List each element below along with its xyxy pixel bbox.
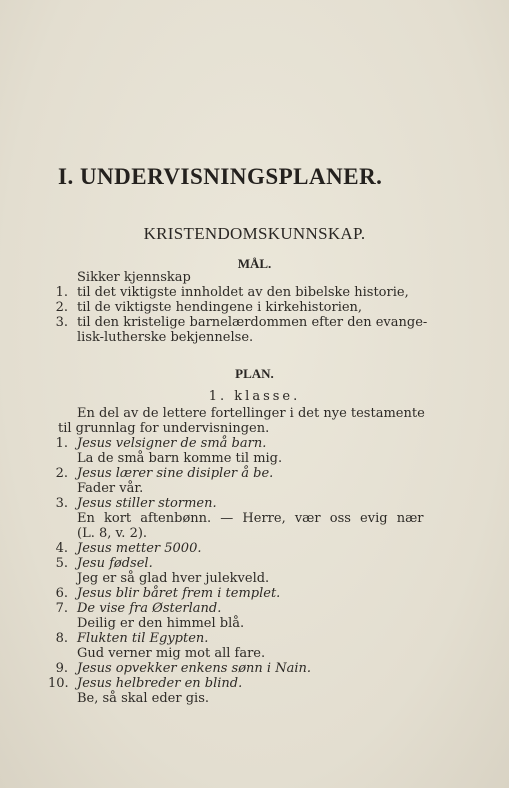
- plan-item-title: Jesus blir båret frem i templet.: [77, 586, 281, 601]
- maal-heading: MÅL.: [237, 256, 272, 271]
- plan-item-title: Jesus opvekker enkens sønn i Nain.: [77, 661, 311, 676]
- klasse-label: 1. klasse.: [208, 389, 301, 404]
- plan-item-title: De vise fra Østerland.: [77, 601, 222, 616]
- plan-item-num: 7.: [55, 601, 68, 616]
- plan-item-num: 2.: [55, 466, 68, 481]
- plan-item-num: 3.: [55, 496, 68, 511]
- maal-item-text: til de viktigste hendingene i kirkehistorien,: [77, 300, 363, 315]
- plan-item-title: Jesus stiller stormen.: [77, 496, 217, 511]
- section-heading: KRISTENDOMSKUNNSKAP.: [143, 224, 366, 243]
- plan-item-sub: Deilig er den himmel blå.: [77, 616, 245, 631]
- plan-item-title: Jesus velsigner de små barn.: [77, 436, 267, 451]
- plan-heading: PLAN.: [235, 366, 274, 381]
- plan-item-title: Jesus lærer sine disipler å be.: [77, 466, 274, 481]
- plan-item-title: Jesus metter 5000.: [77, 541, 202, 556]
- plan-item-num: 10.: [48, 676, 69, 691]
- plan-item-num: 8.: [55, 631, 68, 646]
- plan-intro-line: En del av de lettere fortellinger i det nye testamente: [77, 406, 425, 421]
- maal-intro: Sikker kjennskap: [77, 270, 191, 285]
- maal-continuation: lisk-lutherske bekjennelse.: [77, 330, 254, 345]
- maal-item-text: til den kristelige barnelærdommen efter den evange-: [77, 315, 428, 330]
- plan-item-num: 6.: [55, 586, 68, 601]
- plan-item-num: 9.: [55, 661, 68, 676]
- plan-item-title: Flukten til Egypten.: [77, 631, 209, 646]
- plan-item-num: 4.: [55, 541, 68, 556]
- plan-item-sub2: (L. 8, v. 2).: [77, 526, 148, 541]
- plan-item-sub: Fader vår.: [77, 481, 144, 496]
- maal-item-text: til det viktigste innholdet av den bibelske historie,: [77, 285, 409, 300]
- plan-item-num: 1.: [55, 436, 68, 451]
- plan-item-title: Jesu fødsel.: [77, 556, 153, 571]
- plan-item-sub: Be, så skal eder gis.: [77, 691, 209, 706]
- plan-intro-line: til grunnlag for undervisningen.: [58, 421, 270, 436]
- plan-item-sub-text: En kort aftenbønn. — Herre, vær oss evig nær: [77, 511, 424, 526]
- maal-item-num: 2.: [55, 300, 68, 315]
- chapter-heading: I. UNDERVISNINGSPLANER.: [58, 164, 383, 189]
- plan-item-sub: [77, 511, 439, 526]
- plan-item-num: 5.: [55, 556, 68, 571]
- plan-item-title: Jesus helbreder en blind.: [77, 676, 243, 691]
- maal-item-num: 1.: [55, 285, 68, 300]
- plan-item-sub: Gud verner mig mot all fare.: [77, 646, 266, 661]
- plan-item-sub: Jeg er så glad hver julekveld.: [77, 571, 270, 586]
- plan-item-sub: La de små barn komme til mig.: [77, 451, 283, 466]
- maal-item-num: 3.: [55, 315, 68, 330]
